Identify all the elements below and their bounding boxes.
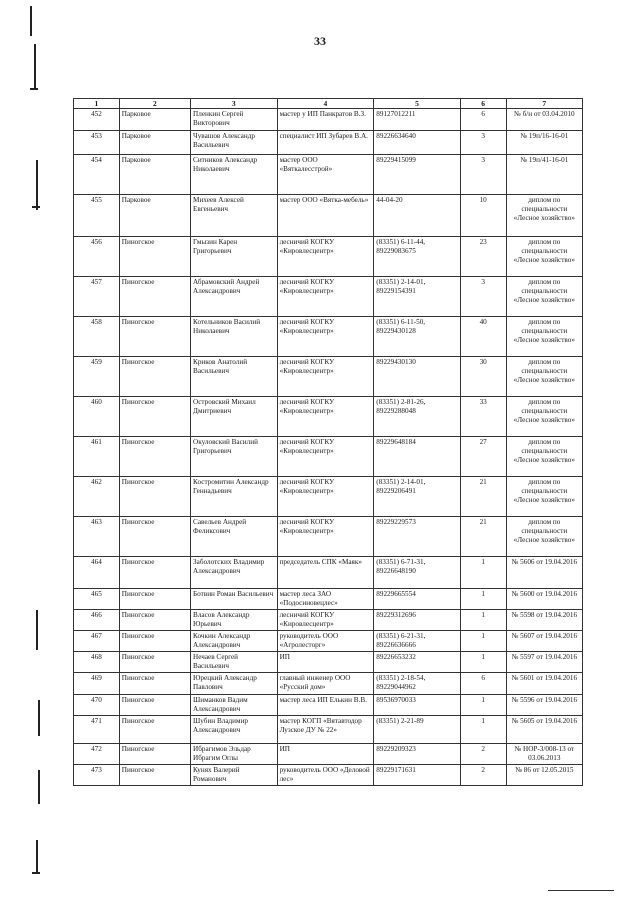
cell-district: Пиногское: [119, 477, 190, 517]
cell-row-number: 458: [74, 317, 120, 357]
table-row: [74, 517, 583, 557]
table-row: [74, 477, 583, 517]
column-header-district: 2: [119, 99, 190, 109]
table-row: [74, 695, 583, 716]
scan-mark-left-7: [36, 840, 38, 874]
cell-phone: 89536970033: [374, 695, 461, 716]
cell-full-name: Савельев Андрей Феликсович: [191, 517, 278, 557]
cell-position: мастер КОГП «Вятавтодор Лузское ДУ № 22»: [277, 716, 374, 744]
cell-row-number: 462: [74, 477, 120, 517]
cell-phone: 89229415099: [374, 155, 461, 195]
footer-line: [548, 890, 614, 891]
cell-position: лесничий КОГКУ «Кировлесцентр»: [277, 437, 374, 477]
cell-full-name: Абрамовский Андрей Александрович: [191, 277, 278, 317]
cell-experience: 27: [460, 437, 506, 477]
cell-document: № 5606 от 19.04.2016: [506, 557, 582, 589]
cell-position: ИП: [277, 744, 374, 765]
table-row: [74, 237, 583, 277]
cell-phone: (83351) 6-71-31, 89226648190: [374, 557, 461, 589]
cell-district: Парковое: [119, 155, 190, 195]
cell-position: руководитель ООО «Деловой лес»: [277, 765, 374, 786]
cell-document: диплом по специальности «Лесное хозяйство»: [506, 397, 582, 437]
scan-mark-left-3: [36, 160, 38, 210]
cell-experience: 1: [460, 695, 506, 716]
cell-phone: (83351) 2-81-26, 89229288048: [374, 397, 461, 437]
cell-experience: 1: [460, 631, 506, 652]
table-row: [74, 610, 583, 631]
cell-experience: 6: [460, 109, 506, 131]
cell-district: Пиногское: [119, 716, 190, 744]
cell-district: Пиногское: [119, 437, 190, 477]
cell-position: специалист ИП Зубарев В.А.: [277, 131, 374, 155]
cell-district: Пиногское: [119, 631, 190, 652]
table-row: [74, 397, 583, 437]
table-row: [74, 195, 583, 237]
cell-phone: (83351) 2-14-01, 89229206491: [374, 477, 461, 517]
table-row: [74, 277, 583, 317]
cell-phone: (83351) 6-11-50, 89229430128: [374, 317, 461, 357]
cell-phone: 89226653232: [374, 652, 461, 673]
cell-district: Пиногское: [119, 652, 190, 673]
cell-experience: 23: [460, 237, 506, 277]
cell-experience: 3: [460, 131, 506, 155]
cell-phone: 89229648184: [374, 437, 461, 477]
scan-mark-left-1: [30, 6, 32, 36]
cell-full-name: Кунях Валерий Романович: [191, 765, 278, 786]
cell-document: диплом по специальности «Лесное хозяйство»: [506, 317, 582, 357]
cell-phone: (83351) 2-18-54, 89229044962: [374, 673, 461, 695]
table-row: [74, 131, 583, 155]
cell-experience: 10: [460, 195, 506, 237]
cell-phone: 89226634640: [374, 131, 461, 155]
page-number: 33: [314, 34, 326, 48]
cell-row-number: 453: [74, 131, 120, 155]
cell-row-number: 457: [74, 277, 120, 317]
cell-position: лесничий КОГКУ «Кировлесцентр»: [277, 277, 374, 317]
cell-district: Пиногское: [119, 237, 190, 277]
cell-phone: 89229665554: [374, 589, 461, 610]
cell-full-name: Власов Александр Юрьевич: [191, 610, 278, 631]
table-row: [74, 716, 583, 744]
cell-document: диплом по специальности «Лесное хозяйство»: [506, 195, 582, 237]
cell-row-number: 467: [74, 631, 120, 652]
scan-mark-left-6: [38, 770, 40, 804]
cell-document: № 5601 от 19.04.2016: [506, 673, 582, 695]
cell-full-name: Михеев Алексей Евгеньевич: [191, 195, 278, 237]
cell-phone: 89229171631: [374, 765, 461, 786]
cell-position: председатель СПК «Маяк»: [277, 557, 374, 589]
cell-district: Пиногское: [119, 517, 190, 557]
table-row: [74, 357, 583, 397]
cell-experience: 1: [460, 610, 506, 631]
column-header-experience: 6: [460, 99, 506, 109]
cell-full-name: Юрецкий Александр Павлович: [191, 673, 278, 695]
table-row: [74, 631, 583, 652]
cell-row-number: 461: [74, 437, 120, 477]
cell-document: № 5600 от 19.04.2016: [506, 589, 582, 610]
cell-position: лесничий КОГКУ «Кировлесцентр»: [277, 397, 374, 437]
cell-document: № б/н от 03.04.2010: [506, 109, 582, 131]
cell-document: № НОР-3/008-13 от 03.06.2013: [506, 744, 582, 765]
cell-phone: 89229312696: [374, 610, 461, 631]
table-row: [74, 155, 583, 195]
cell-position: лесничий КОГКУ «Кировлесцентр»: [277, 237, 374, 277]
cell-row-number: 452: [74, 109, 120, 131]
cell-document: диплом по специальности «Лесное хозяйство»: [506, 237, 582, 277]
scan-tick-1: [30, 88, 38, 90]
cell-full-name: Ботвин Роман Васильевич: [191, 589, 278, 610]
cell-district: Парковое: [119, 109, 190, 131]
cell-district: Пиногское: [119, 317, 190, 357]
table-row: [74, 652, 583, 673]
cell-full-name: Ситников Александр Николаевич: [191, 155, 278, 195]
cell-full-name: Гмызин Карен Григорьевич: [191, 237, 278, 277]
cell-district: Пиногское: [119, 765, 190, 786]
cell-row-number: 464: [74, 557, 120, 589]
cell-position: лесничий КОГКУ «Кировлесцентр»: [277, 517, 374, 557]
cell-full-name: Криков Анатолий Васильевич: [191, 357, 278, 397]
cell-experience: 1: [460, 652, 506, 673]
cell-document: № 5598 от 19.04.2016: [506, 610, 582, 631]
column-header-row-number: 1: [74, 99, 120, 109]
cell-district: Пиногское: [119, 557, 190, 589]
cell-row-number: 471: [74, 716, 120, 744]
cell-experience: 3: [460, 277, 506, 317]
column-header-document: 7: [506, 99, 582, 109]
cell-district: Пиногское: [119, 610, 190, 631]
cell-full-name: Заболотских Владимир Александрович: [191, 557, 278, 589]
cell-full-name: Пленкин Сергей Викторович: [191, 109, 278, 131]
cell-position: мастер леса ЗАО «Подосиновецлес»: [277, 589, 374, 610]
cell-row-number: 456: [74, 237, 120, 277]
cell-experience: 2: [460, 765, 506, 786]
table-row: [74, 765, 583, 786]
cell-experience: 1: [460, 557, 506, 589]
cell-position: лесничий КОГКУ «Кировлесцентр»: [277, 477, 374, 517]
cell-experience: 33: [460, 397, 506, 437]
cell-phone: 89229229573: [374, 517, 461, 557]
cell-full-name: Чувашов Александр Васильевич: [191, 131, 278, 155]
cell-document: диплом по специальности «Лесное хозяйство»: [506, 517, 582, 557]
cell-phone: (83351) 6-21-31, 89226636666: [374, 631, 461, 652]
cell-experience: 21: [460, 477, 506, 517]
cell-row-number: 470: [74, 695, 120, 716]
cell-document: диплом по специальности «Лесное хозяйство»: [506, 357, 582, 397]
table-row: [74, 673, 583, 695]
cell-phone: 89229209323: [374, 744, 461, 765]
cell-district: Парковое: [119, 131, 190, 155]
cell-position: лесничий КОГКУ «Кировлесцентр»: [277, 317, 374, 357]
cell-position: мастер леса ИП Елькин В.В.: [277, 695, 374, 716]
cell-document: № 19п/16-16-01: [506, 131, 582, 155]
cell-row-number: 472: [74, 744, 120, 765]
scan-mark-left-4: [36, 610, 38, 650]
cell-full-name: Ибрагимов Эльдар Ибрагим Оглы: [191, 744, 278, 765]
cell-row-number: 454: [74, 155, 120, 195]
cell-phone: (83351) 2-21-89: [374, 716, 461, 744]
table-row: [74, 437, 583, 477]
cell-experience: 1: [460, 589, 506, 610]
cell-district: Пиногское: [119, 277, 190, 317]
data-table: [73, 98, 583, 786]
table-row: [74, 109, 583, 131]
cell-document: № 19п/41-16-01: [506, 155, 582, 195]
cell-full-name: Окуловский Василий Григорьевич: [191, 437, 278, 477]
scan-mark-left-5: [38, 700, 40, 736]
cell-position: лесничий КОГКУ «Кировлесцентр»: [277, 357, 374, 397]
cell-experience: 30: [460, 357, 506, 397]
cell-row-number: 466: [74, 610, 120, 631]
column-header-full-name: 3: [191, 99, 278, 109]
cell-phone: 44-04-20: [374, 195, 461, 237]
cell-position: лесничий КОГКУ «Кировлесцентр»: [277, 610, 374, 631]
cell-document: диплом по специальности «Лесное хозяйство»: [506, 277, 582, 317]
cell-district: Пиногское: [119, 589, 190, 610]
cell-document: диплом по специальности «Лесное хозяйство»: [506, 437, 582, 477]
cell-experience: 40: [460, 317, 506, 357]
cell-position: мастер у ИП Панкратов В.З.: [277, 109, 374, 131]
cell-district: Пиногское: [119, 673, 190, 695]
cell-full-name: Шубин Владимир Александрович: [191, 716, 278, 744]
cell-experience: 1: [460, 716, 506, 744]
cell-row-number: 463: [74, 517, 120, 557]
cell-document: № 5597 от 19.04.2016: [506, 652, 582, 673]
cell-experience: 3: [460, 155, 506, 195]
cell-full-name: Кочкин Александр Александрович: [191, 631, 278, 652]
cell-row-number: 469: [74, 673, 120, 695]
cell-experience: 6: [460, 673, 506, 695]
cell-document: № 5596 от 19.04.2016: [506, 695, 582, 716]
cell-position: мастер ООО «Вяткалесстрой»: [277, 155, 374, 195]
cell-row-number: 465: [74, 589, 120, 610]
cell-phone: (83351) 6-11-44, 89229083675: [374, 237, 461, 277]
cell-document: № 86 от 12.05.2015: [506, 765, 582, 786]
cell-phone: 89229430130: [374, 357, 461, 397]
table-row: [74, 744, 583, 765]
cell-full-name: Костромитин Александр Геннадьевич: [191, 477, 278, 517]
table-row: [74, 589, 583, 610]
table-row: [74, 317, 583, 357]
cell-position: мастер ООО «Вятка-мебель»: [277, 195, 374, 237]
cell-document: № 5605 от 19.04.2016: [506, 716, 582, 744]
cell-position: руководитель ООО «Агролесторг»: [277, 631, 374, 652]
cell-document: № 5607 от 19.04.2016: [506, 631, 582, 652]
cell-row-number: 460: [74, 397, 120, 437]
cell-row-number: 473: [74, 765, 120, 786]
cell-row-number: 468: [74, 652, 120, 673]
cell-row-number: 459: [74, 357, 120, 397]
header-row: [74, 99, 583, 109]
cell-phone: 89127012211: [374, 109, 461, 131]
column-header-phone: 5: [374, 99, 461, 109]
cell-position: главный инженер ООО «Русский дом»: [277, 673, 374, 695]
cell-position: ИП: [277, 652, 374, 673]
cell-row-number: 455: [74, 195, 120, 237]
cell-experience: 2: [460, 744, 506, 765]
cell-district: Пиногское: [119, 397, 190, 437]
cell-full-name: Котельников Василий Николаевич: [191, 317, 278, 357]
cell-district: Пиногское: [119, 744, 190, 765]
cell-district: Пиногское: [119, 357, 190, 397]
column-header-position: 4: [277, 99, 374, 109]
table-row: [74, 557, 583, 589]
cell-full-name: Нечаев Сергей Васильевич: [191, 652, 278, 673]
cell-district: Пиногское: [119, 695, 190, 716]
scan-tick-3: [32, 872, 40, 874]
cell-full-name: Шиманков Вадим Александрович: [191, 695, 278, 716]
cell-phone: (83351) 2-14-01, 89229154391: [374, 277, 461, 317]
scan-mark-left-2: [34, 44, 36, 90]
cell-district: Парковое: [119, 195, 190, 237]
scan-tick-2: [32, 206, 40, 208]
cell-document: диплом по специальности «Лесное хозяйство»: [506, 477, 582, 517]
cell-full-name: Островский Михаил Дмитриевич: [191, 397, 278, 437]
cell-experience: 21: [460, 517, 506, 557]
